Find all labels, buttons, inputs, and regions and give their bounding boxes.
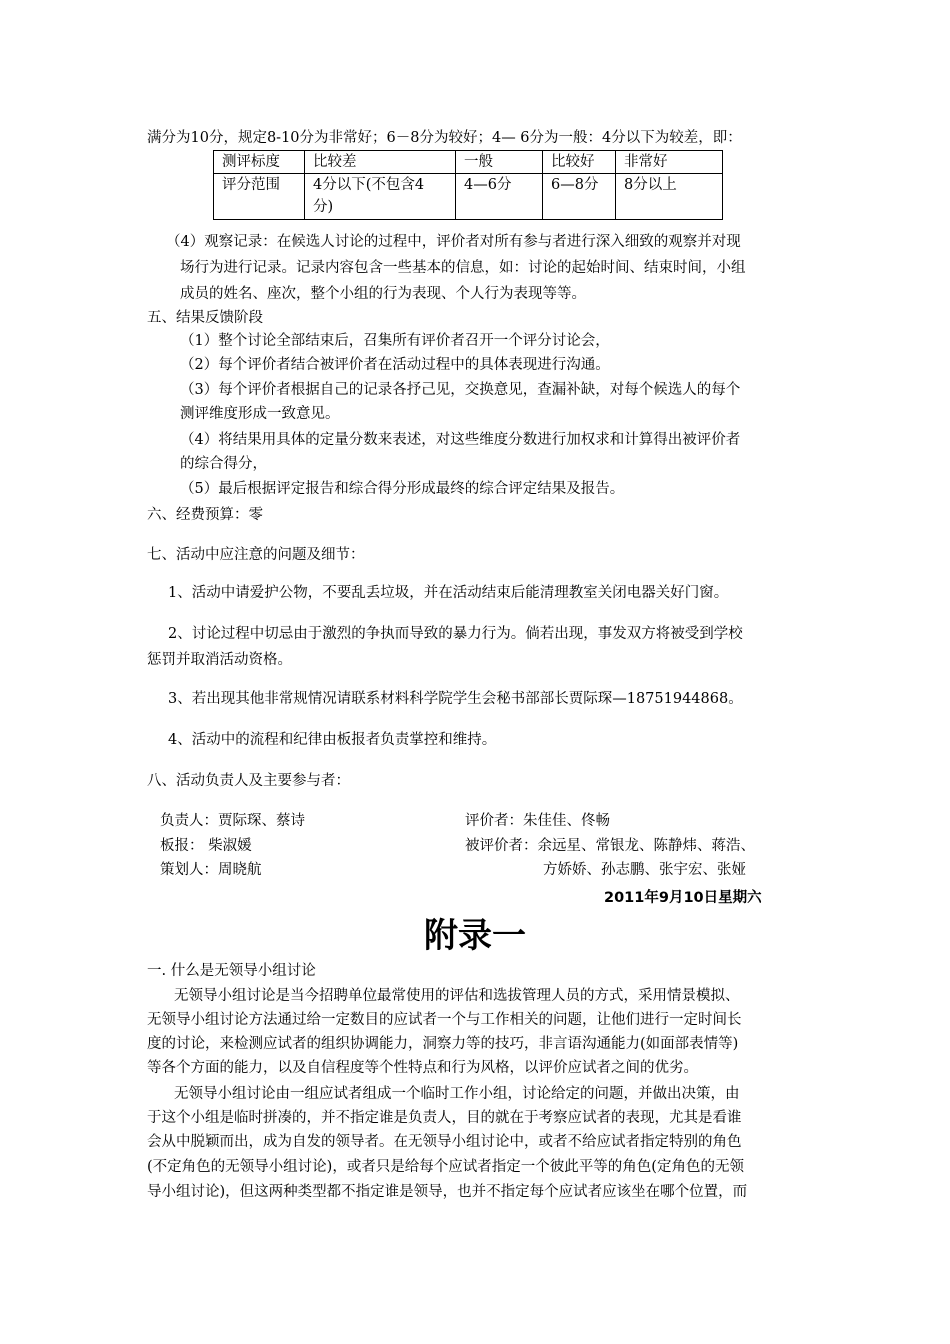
section-line: （5）最后根据评定报告和综合得分形成最终的综合评定结果及报告。 [180, 481, 625, 497]
section-line: 测评维度形成一致意见。 [180, 406, 340, 422]
table-header-cell: 测评标度 [214, 151, 305, 174]
section-heading: 六、经费预算：零 [147, 507, 263, 523]
table-header-cell: 非常好 [616, 151, 723, 174]
paragraph-line: 导小组讨论)，但这两种类型都不指定谁是领导，也并不指定每个应试者应该坐在哪个位置，而 [147, 1184, 748, 1200]
table-row-label: 评分范围 [214, 174, 305, 220]
board-person: 板报： 柴淑媛 [160, 838, 252, 854]
paragraph-line: 于这个小组是临时拼凑的，并不指定谁是负责人，目的就在于考察应试者的表现，尤其是看谁 [147, 1110, 742, 1126]
table-header-cell: 一般 [456, 151, 543, 174]
observation-line: （4）观察记录：在候选人讨论的过程中，评价者对所有参与者进行深入细致的观察并对现 [166, 234, 741, 250]
table-cell-line: 分) [313, 199, 334, 215]
section-heading: 八、活动负责人及主要参与者： [147, 773, 350, 789]
paragraph-line: 无领导小组讨论由一组应试者组成一个临时工作小组，讨论给定的问题，并做出决策，由 [174, 1086, 740, 1102]
appendix-subtitle: 一. 什么是无领导小组讨论 [147, 963, 316, 979]
section-line: （1）整个讨论全部结束后，召集所有评价者召开一个评分讨论会， [180, 333, 610, 349]
table-header-row [214, 151, 723, 174]
paragraph-line: 无领导小组讨论是当今招聘单位最常使用的评估和选拔管理人员的方式，采用情景模拟、 [174, 988, 740, 1004]
paragraph-line: (不定角色的无领导小组讨论)，或者只是给每个应试者指定一个彼此平等的角色(定角色的无领 [147, 1159, 744, 1175]
scoring-table [213, 150, 723, 220]
notice-item: 惩罚并取消活动资格。 [147, 652, 292, 668]
paragraph-line: 度的讨论，来检测应试者的组织协调能力，洞察力等的技巧，非言语沟通能力(如面部表情等) [147, 1036, 739, 1052]
section-line: （4）将结果用具体的定量分数来表述，对这些维度分数进行加权求和计算得出被评价者 [180, 432, 741, 448]
table-header-cell: 比较差 [305, 151, 456, 174]
table-cell: 6—8分 [543, 174, 616, 220]
observation-line: 成员的姓名、座次，整个小组的行为表现、个人行为表现等等。 [180, 286, 586, 302]
evaluated-line: 被评价者：余远星、常银龙、陈静炜、蒋浩、 [465, 838, 755, 854]
table-cell: 8分以上 [616, 174, 723, 220]
notice-item: 4、活动中的流程和纪律由板报者负责掌控和维持。 [168, 732, 497, 748]
notice-item: 3、若出现其他非常规情况请联系材料科学院学生会秘书部部长贾际琛—18751944868。 [168, 691, 743, 707]
notice-item: 2、讨论过程中切忌由于激烈的争执而导致的暴力行为。倘若出现，事发双方将被受到学校 [168, 626, 743, 642]
section-line: （3）每个评价者根据自己的记录各抒己见，交换意见，查漏补缺，对每个候选人的每个 [180, 382, 741, 398]
planner: 策划人：周晓航 [160, 862, 262, 878]
section-heading: 五、结果反馈阶段 [147, 310, 263, 326]
judges: 评价者：朱佳佳、佟畅 [465, 813, 610, 829]
table-cell-line: 4分以下(不包含4 [313, 177, 425, 193]
appendix-title: 附录一 [424, 916, 526, 956]
leader: 负责人：贾际琛、蔡诗 [160, 813, 305, 829]
paragraph-line: 等各个方面的能力，以及自信程度等个性特点和行为风格，以评价应试者之间的优劣。 [147, 1060, 698, 1076]
paragraph-line: 无领导小组讨论方法通过给一定数目的应试者一个与工作相关的问题，让他们进行一定时间长 [147, 1012, 742, 1028]
table-cell: 4—6分 [456, 174, 543, 220]
table-row [214, 174, 723, 220]
section-heading: 七、活动中应注意的问题及细节： [147, 547, 365, 563]
paragraph-line: 会从中脱颖而出，成为自发的领导者。在无领导小组讨论中，或者不给应试者指定特别的角色 [147, 1134, 742, 1150]
table-cell [305, 174, 456, 220]
notice-item: 1、活动中请爱护公物，不要乱丢垃圾，并在活动结束后能清理教室关闭电器关好门窗。 [168, 585, 729, 601]
document-date: 2011年9月10日星期六 [604, 890, 762, 906]
table-header-cell: 比较好 [543, 151, 616, 174]
section-line: （2）每个评价者结合被评价者在活动过程中的具体表现进行沟通。 [180, 357, 610, 373]
evaluated-line: 方娇娇、孙志鹏、张宇宏、张娅 [543, 862, 746, 878]
observation-line: 场行为进行记录。记录内容包含一些基本的信息，如：讨论的起始时间、结束时间，小组 [180, 260, 746, 276]
scoring-intro: 满分为10分，规定8-10分为非常好；6－8分为较好；4— 6分为一般：4分以下为较差，即： [147, 130, 742, 146]
section-line: 的综合得分， [180, 456, 267, 472]
